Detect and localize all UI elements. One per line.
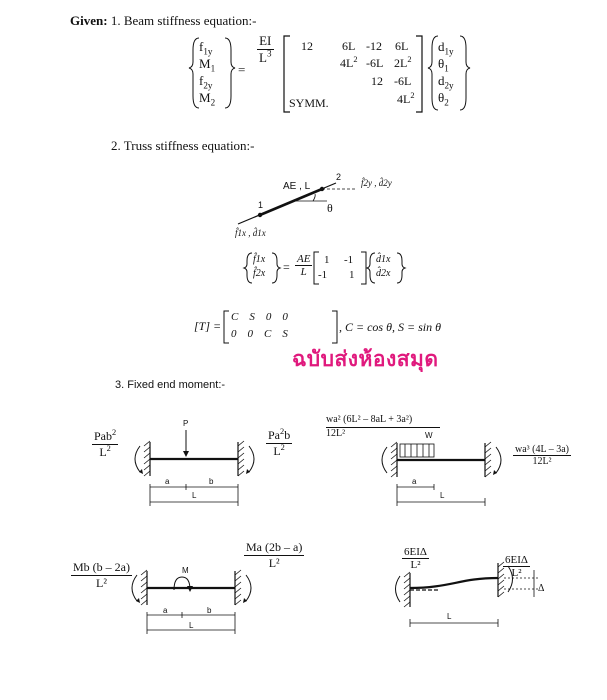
r4c4-val: 4L — [397, 92, 411, 106]
c1-load-label: P — [183, 419, 189, 428]
given-label: Given: — [70, 13, 108, 28]
rhs-d2: d̂2x — [376, 268, 391, 279]
c3-left-num: Mb (b – 2a) — [73, 560, 130, 574]
t-r2c4: S — [282, 328, 288, 340]
coef-l: L — [259, 50, 267, 65]
disp-d1y: d — [438, 39, 445, 54]
case3-left-moment — [71, 560, 132, 591]
beam-title: 1. Beam stiffness equation:- — [110, 13, 257, 28]
sub-2y: 2y — [203, 80, 213, 91]
matrix-r2c4: $2L^2$ — [394, 55, 412, 70]
c1-right-den: L — [273, 444, 281, 458]
t-r1c3: 0 — [265, 311, 272, 323]
force-f2y: f — [199, 73, 204, 88]
f1-label: f̂1x , d̂1x — [235, 228, 266, 238]
force-m1: M — [199, 56, 211, 71]
c1-right-num: Pa — [268, 428, 280, 442]
dsub-2: 2 — [444, 97, 449, 108]
t-r1c1: C — [231, 311, 239, 323]
c3-dim-l: L — [189, 621, 194, 630]
rhs-d1: d̂1x — [376, 254, 391, 265]
matrix-r1c2: 6L — [342, 39, 356, 53]
c1-dim-l: L — [192, 491, 197, 500]
c2-load-label: W — [425, 431, 433, 440]
c1-right-exp: 2 — [280, 427, 285, 436]
force-f1y: f — [199, 39, 204, 54]
case1-left-moment: Pab$^2$ $L^2$ — [94, 428, 117, 459]
coef-exp: 3 — [266, 48, 272, 59]
k-r2c1: -1 — [318, 269, 328, 281]
case4-right-moment — [503, 554, 530, 579]
dsub-1y: 1y — [444, 46, 454, 57]
truss-coef-num: AE — [297, 253, 311, 265]
disp-d2y: d — [438, 73, 445, 88]
k-r1c2: -1 — [344, 254, 354, 266]
c2-dim-a: a — [412, 477, 417, 486]
c1-left-den: L — [99, 445, 107, 459]
c3-right-den: L² — [268, 556, 280, 570]
c3-dim-b: b — [207, 606, 212, 615]
coef-ei: EI — [257, 33, 274, 50]
c3-load-label: M — [182, 566, 189, 575]
dsub-1: 1 — [444, 63, 449, 74]
matrix-r3c3: 12 — [371, 74, 383, 88]
k-r2c2: 1 — [349, 269, 355, 281]
t-label: [T] = — [194, 319, 222, 333]
c1-left-num: Pab — [94, 429, 112, 443]
r2c2-val: 4L — [340, 56, 354, 70]
member-label: AE , L — [283, 181, 311, 192]
node2-label: 2 — [336, 172, 342, 182]
truss-equals: = — [283, 260, 290, 274]
beam-disp-vector — [438, 38, 454, 106]
c1-right-tail: b — [284, 428, 291, 442]
t-r1c4: 0 — [282, 311, 288, 323]
c4-delta: Δ — [538, 583, 545, 594]
c4-left-den: L² — [410, 559, 421, 571]
beam-equals: = — [238, 62, 246, 77]
r2c4-val: 2L — [394, 56, 408, 70]
symm-label: SYMM. — [289, 96, 329, 110]
c2-top-den: 12L² — [326, 428, 346, 439]
force-m2: M — [199, 90, 211, 105]
c3-left-den: L² — [96, 576, 107, 590]
library-stamp: ฉบับส่งห้องสมุด — [292, 347, 439, 371]
c1-dim-b: b — [209, 477, 214, 486]
truss-rhs — [376, 253, 390, 281]
lhs-f2: f̂2x — [253, 268, 266, 279]
matrix-r2c3: -6L — [366, 56, 384, 70]
c3-right-num: Ma (2b – a) — [246, 540, 303, 554]
node1-label: 1 — [258, 200, 264, 210]
beam-coefficient — [257, 33, 274, 66]
disp-t2: θ — [438, 90, 445, 105]
truss-coefficient — [295, 253, 312, 278]
angle-label: θ — [327, 201, 333, 215]
matrix-r3c4: -6L — [394, 74, 412, 88]
sub-2: 2 — [210, 97, 216, 108]
matrix-r1c3: -12 — [366, 39, 382, 53]
t-r2c2: 0 — [247, 328, 253, 340]
fem-title: 3. Fixed end moment:- — [115, 379, 226, 391]
t-row2 — [231, 328, 288, 340]
t-r1c2: S — [249, 311, 255, 323]
truss-title: 2. Truss stiffness equation:- — [111, 138, 255, 153]
matrix-r2c2: $4L^2$ — [340, 55, 358, 70]
c1-left-exp: 2 — [112, 428, 117, 437]
c4-right-num: 6EIΔ — [505, 554, 528, 566]
c4-right-den: L² — [511, 567, 522, 579]
lhs-f1: f̂1x — [253, 254, 266, 265]
case1-right-moment: $\frac{Pa^2b}{L^2}$ — [268, 427, 291, 458]
matrix-r1c4: 6L — [395, 39, 409, 53]
c2-right-num: wa³ (4L – 3a) — [515, 444, 569, 455]
t-row1 — [231, 311, 288, 323]
c4-dim-l: L — [447, 612, 452, 621]
t-r2c3: C — [264, 328, 272, 340]
c4-left-num: 6EIΔ — [404, 546, 427, 558]
matrix-r1c1: 12 — [301, 39, 313, 53]
truss-lhs — [253, 253, 265, 281]
k-r1c1: 1 — [324, 254, 330, 266]
disp-t1: θ — [438, 56, 445, 71]
case3-right-moment — [244, 540, 304, 571]
case2-right-moment — [513, 444, 571, 467]
dsub-2y: 2y — [444, 80, 454, 91]
case4-left-moment — [402, 546, 429, 571]
t-r2c1: 0 — [231, 328, 237, 340]
sub-1: 1 — [210, 63, 216, 74]
c3-dim-a: a — [163, 606, 168, 615]
beam-force-vector — [199, 38, 215, 106]
matrix-r4c4: $4L^2$ — [397, 91, 415, 106]
cs-definition: , C = cos θ, S = sin θ — [339, 320, 441, 334]
c2-right-den: 12L² — [532, 456, 552, 467]
c1-dim-a: a — [165, 477, 170, 486]
c2-dim-l: L — [440, 491, 445, 500]
sub-1y: 1y — [203, 46, 213, 57]
truss-coef-den: L — [300, 266, 307, 278]
f2-label: f̂2y , d̂2y — [361, 178, 392, 188]
c2-top-num: wa² (6L² – 8aL + 3a²) — [326, 414, 413, 425]
